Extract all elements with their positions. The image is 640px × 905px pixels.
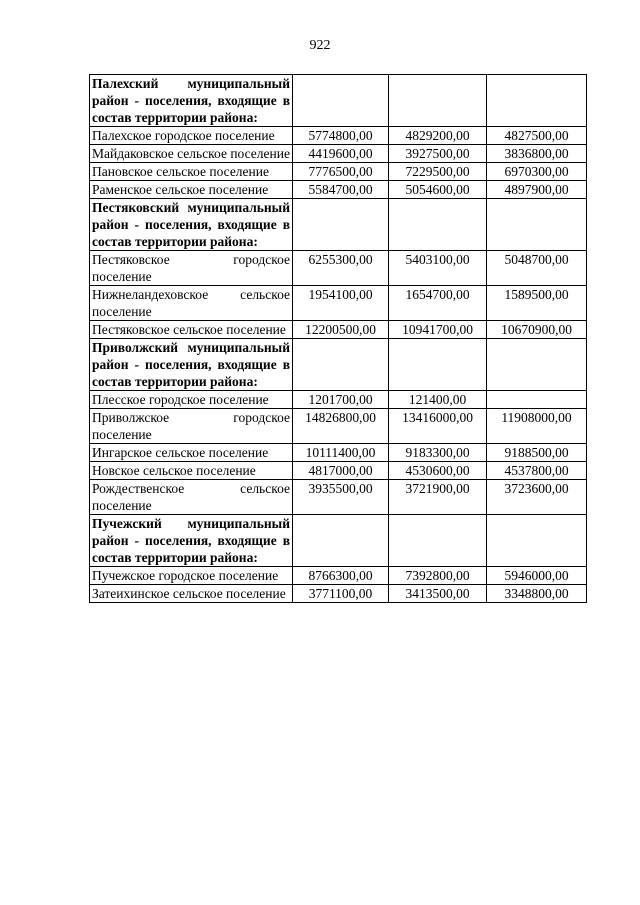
settlement-name: Пучежское городское поселение — [90, 567, 293, 585]
table-row — [90, 480, 587, 515]
empty-cell — [487, 75, 587, 127]
amount-year-2: 5054600,00 — [389, 181, 487, 199]
amount-year-3: 3348800,00 — [487, 585, 587, 603]
group-header-row — [90, 199, 587, 251]
empty-cell — [389, 199, 487, 251]
amount-year-2: 3721900,00 — [389, 480, 487, 515]
amount-year-2: 7229500,00 — [389, 163, 487, 181]
district-title: Пучежский муниципальный район - поселения, входящие в состав территории района: — [90, 515, 293, 567]
amount-year-3: 4537800,00 — [487, 462, 587, 480]
settlement-name: Ингарское сельское поселение — [90, 444, 293, 462]
amount-year-2: 3927500,00 — [389, 145, 487, 163]
table-row — [90, 321, 587, 339]
empty-cell — [389, 75, 487, 127]
table-row — [90, 127, 587, 145]
amount-year-3: 5946000,00 — [487, 567, 587, 585]
amount-year-3: 4897900,00 — [487, 181, 587, 199]
amount-year-1: 12200500,00 — [293, 321, 389, 339]
group-header-row — [90, 339, 587, 391]
empty-cell — [293, 75, 389, 127]
amount-year-1: 5774800,00 — [293, 127, 389, 145]
district-title: Пестяковский муниципальный район - поселения, входящие в состав территории района: — [90, 199, 293, 251]
settlement-name: Плесское городское поселение — [90, 391, 293, 409]
amount-year-1: 4817000,00 — [293, 462, 389, 480]
table-row — [90, 391, 587, 409]
amount-year-1: 14826800,00 — [293, 409, 389, 444]
settlement-name: Затеихинское сельское поселение — [90, 585, 293, 603]
district-title: Палехский муниципальный район - поселения, входящие в состав территории района: — [90, 75, 293, 127]
amount-year-3: 6970300,00 — [487, 163, 587, 181]
amount-year-2: 13416000,00 — [389, 409, 487, 444]
budget-table — [89, 74, 587, 603]
amount-year-3 — [487, 391, 587, 409]
settlement-name: Пестяковское городское поселение — [90, 251, 293, 286]
table-row — [90, 444, 587, 462]
empty-cell — [389, 339, 487, 391]
amount-year-3: 3836800,00 — [487, 145, 587, 163]
amount-year-2: 5403100,00 — [389, 251, 487, 286]
empty-cell — [487, 339, 587, 391]
table-row — [90, 251, 587, 286]
settlement-name: Новское сельское поселение — [90, 462, 293, 480]
group-header-row — [90, 75, 587, 127]
empty-cell — [293, 339, 389, 391]
table-row — [90, 585, 587, 603]
amount-year-2: 1654700,00 — [389, 286, 487, 321]
amount-year-1: 4419600,00 — [293, 145, 389, 163]
amount-year-2: 121400,00 — [389, 391, 487, 409]
amount-year-1: 1954100,00 — [293, 286, 389, 321]
table-row — [90, 567, 587, 585]
amount-year-1: 3935500,00 — [293, 480, 389, 515]
amount-year-3: 11908000,00 — [487, 409, 587, 444]
amount-year-3: 3723600,00 — [487, 480, 587, 515]
amount-year-1: 5584700,00 — [293, 181, 389, 199]
amount-year-2: 7392800,00 — [389, 567, 487, 585]
empty-cell — [487, 515, 587, 567]
amount-year-3: 1589500,00 — [487, 286, 587, 321]
settlement-name: Приволжское городское поселение — [90, 409, 293, 444]
amount-year-1: 6255300,00 — [293, 251, 389, 286]
empty-cell — [293, 515, 389, 567]
settlement-name: Палехское городское поселение — [90, 127, 293, 145]
amount-year-1: 8766300,00 — [293, 567, 389, 585]
amount-year-1: 7776500,00 — [293, 163, 389, 181]
table-row — [90, 462, 587, 480]
table-row — [90, 145, 587, 163]
settlement-name: Пестяковское сельское поселение — [90, 321, 293, 339]
amount-year-2: 10941700,00 — [389, 321, 487, 339]
table-row — [90, 181, 587, 199]
amount-year-3: 10670900,00 — [487, 321, 587, 339]
group-header-row — [90, 515, 587, 567]
settlement-name: Раменское сельское поселение — [90, 181, 293, 199]
amount-year-2: 3413500,00 — [389, 585, 487, 603]
settlement-name: Пановское сельское поселение — [90, 163, 293, 181]
empty-cell — [389, 515, 487, 567]
table-row — [90, 286, 587, 321]
amount-year-1: 1201700,00 — [293, 391, 389, 409]
amount-year-3: 4827500,00 — [487, 127, 587, 145]
table-row — [90, 409, 587, 444]
empty-cell — [293, 199, 389, 251]
settlement-name: Рождественское сельское поселение — [90, 480, 293, 515]
district-title: Приволжский муниципальный район - поселения, входящие в состав территории района: — [90, 339, 293, 391]
empty-cell — [487, 199, 587, 251]
page-number: 922 — [309, 38, 331, 53]
amount-year-2: 4829200,00 — [389, 127, 487, 145]
amount-year-3: 5048700,00 — [487, 251, 587, 286]
table-row — [90, 163, 587, 181]
amount-year-3: 9188500,00 — [487, 444, 587, 462]
settlement-name: Майдаковское сельское поселение — [90, 145, 293, 163]
settlement-name: Нижнеландеховское сельское поселение — [90, 286, 293, 321]
amount-year-2: 9183300,00 — [389, 444, 487, 462]
amount-year-1: 10111400,00 — [293, 444, 389, 462]
amount-year-1: 3771100,00 — [293, 585, 389, 603]
amount-year-2: 4530600,00 — [389, 462, 487, 480]
